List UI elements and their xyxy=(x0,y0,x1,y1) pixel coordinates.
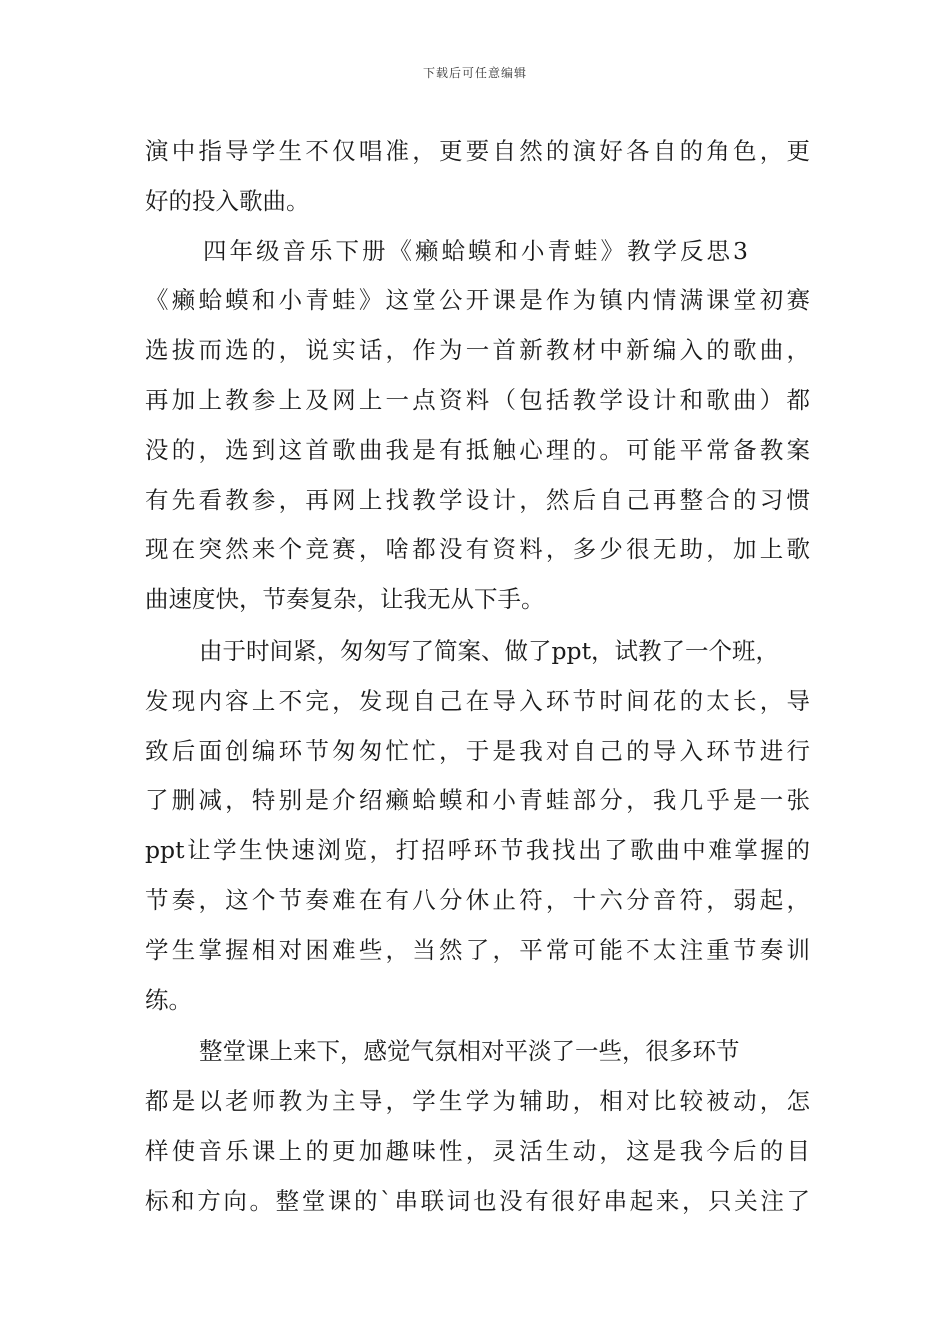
section-title: 四年级音乐下册《癞蛤蟆和小青蛙》教学反思3 xyxy=(203,236,751,265)
text-line: 学生掌握相对困难些，当然了，平常可能不太注重节奏训 xyxy=(145,935,810,964)
text-line: 节奏，这个节奏难在有八分休止符，十六分音符，弱起， xyxy=(145,885,810,914)
text-line: 整堂课上来下，感觉气氛相对平淡了一些，很多环节 xyxy=(199,1037,740,1066)
text-line: ppt让学生快速浏览，打招呼环节我找出了歌曲中难掌握的 xyxy=(145,836,810,865)
text-line: 发现内容上不完，发现自己在导入环节时间花的太长，导 xyxy=(145,686,810,715)
text-line: 了删减，特别是介绍癞蛤蟆和小青蛙部分，我几乎是一张 xyxy=(145,786,810,815)
text-line: 《癞蛤蟆和小青蛙》这堂公开课是作为镇内情满课堂初赛 xyxy=(145,286,810,315)
text-line: 由于时间紧，匆匆写了简案、做了ppt，试教了一个班， xyxy=(199,636,780,665)
text-line: 标和方向。整堂课的`串联词也没有很好串起来，只关注了 xyxy=(145,1186,810,1215)
page-header: 下载后可任意编辑 xyxy=(422,66,527,80)
text-line: 选拔而选的，说实话，作为一首新教材中新编入的歌曲， xyxy=(145,336,810,365)
text-line: 致后面创编环节匆匆忙忙，于是我对自己的导入环节进行 xyxy=(145,736,810,765)
text-line: 没的，选到这首歌曲我是有抵触心理的。可能平常备教案 xyxy=(145,435,810,464)
text-line: 练。 xyxy=(145,985,192,1014)
text-line: 好的投入歌曲。 xyxy=(145,186,310,215)
text-line: 样使音乐课上的更加趣味性，灵活生动，这是我今后的目 xyxy=(145,1136,810,1165)
document-body xyxy=(145,127,810,1227)
text-line: 现在突然来个竞赛，啥都没有资料，多少很无助，加上歌 xyxy=(145,535,810,564)
text-line: 都是以老师教为主导，学生学为辅助，相对比较被动，怎 xyxy=(145,1087,810,1116)
text-line: 再加上教参上及网上一点资料（包括教学设计和歌曲）都 xyxy=(145,385,810,414)
text-line: 曲速度快，节奏复杂，让我无从下手。 xyxy=(145,585,545,614)
text-line: 有先看教参，再网上找教学设计，然后自己再整合的习惯 xyxy=(145,485,810,514)
text-line: 演中指导学生不仅唱准，更要自然的演好各自的角色，更 xyxy=(145,137,810,165)
